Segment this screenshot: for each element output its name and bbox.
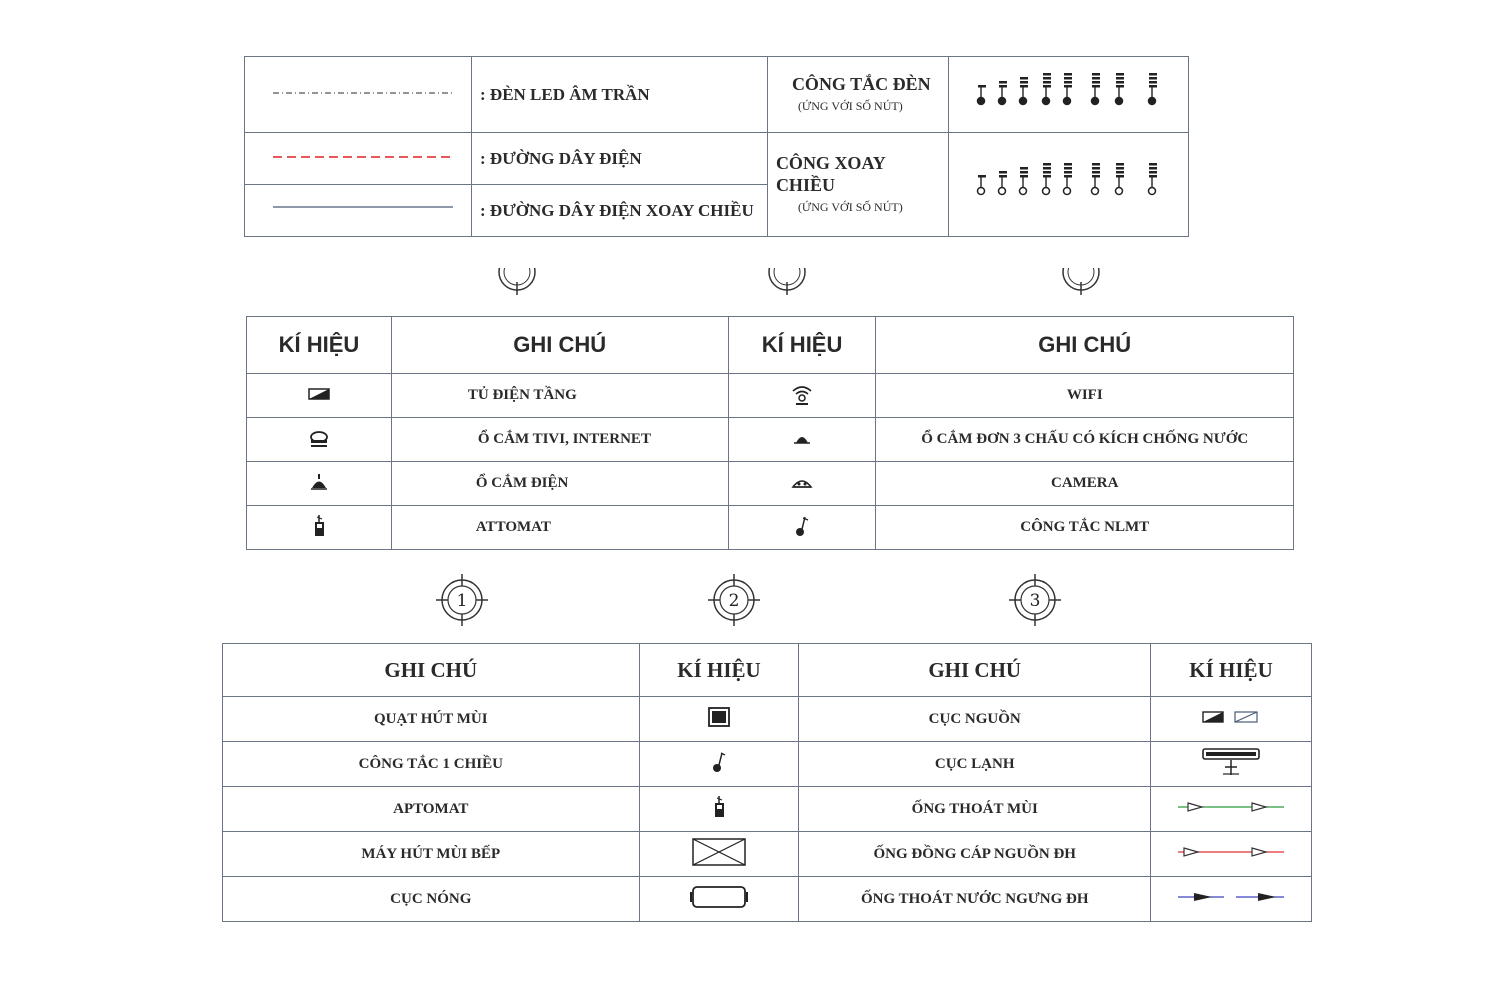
symbol-cell <box>1151 742 1312 787</box>
column-header: GHI CHÚ <box>391 317 728 374</box>
note-cell: CỤC NÓNG <box>223 877 640 922</box>
column-header: KÍ HIỆU <box>247 317 392 374</box>
axis-marker-3-icon <box>1009 574 1061 626</box>
switch-symbol-icon <box>1148 163 1157 195</box>
switch-symbols-icon <box>949 57 1188 127</box>
switch-symbol-icon <box>1063 73 1072 105</box>
note-cell: ATTOMAT <box>391 506 728 550</box>
switch-symbol-icon <box>998 81 1007 105</box>
axis-marker-label: 3 <box>1029 591 1041 611</box>
axis-marker-label: 1 <box>456 591 468 611</box>
axis-marker-row-top <box>360 250 1160 300</box>
symbol-cell <box>1151 877 1312 922</box>
table-row <box>223 787 1312 832</box>
table-row <box>247 506 1294 550</box>
legend-line-cell <box>245 185 472 237</box>
symbol-cell <box>1151 832 1312 877</box>
one-way-switch-icon <box>711 750 727 774</box>
symbol-table-1 <box>246 316 1294 550</box>
axis-marker-1-icon <box>436 574 488 626</box>
switch-symbol-icon <box>1019 77 1028 105</box>
symbol-cell <box>728 418 876 462</box>
note-cell: CAMERA <box>876 462 1294 506</box>
note-cell: CỤC LẠNH <box>799 742 1151 787</box>
switch-symbol-icon <box>1115 73 1124 105</box>
breaker-icon <box>712 795 726 819</box>
table-row <box>223 877 1312 922</box>
note-cell: WIFI <box>876 374 1294 418</box>
note-cell: TỦ ĐIỆN TẦNG <box>391 374 728 418</box>
note-cell: Ổ CẮM ĐƠN 3 CHẤU CÓ KÍCH CHỐNG NƯỚC <box>876 418 1294 462</box>
tv-outlet-icon <box>307 427 331 449</box>
switch-symbol-icon <box>1042 73 1051 105</box>
table-row <box>223 697 1312 742</box>
switch-subtitle: (ỨNG VỚI SỐ NÚT) <box>797 98 903 113</box>
breaker-icon <box>312 514 326 538</box>
switch-symbols-cell <box>948 57 1188 133</box>
symbol-cell <box>1151 697 1312 742</box>
switch-symbol-icon <box>1091 163 1100 195</box>
table-row <box>247 418 1294 462</box>
symbol-cell <box>639 787 799 832</box>
symbol-table-2 <box>222 643 1312 922</box>
odor-pipe-icon <box>1176 800 1286 814</box>
legend-line-cell <box>245 133 472 185</box>
axis-marker-2-icon <box>708 574 760 626</box>
symbol-cell <box>247 418 392 462</box>
note-cell: Ổ CẮM ĐIỆN <box>391 462 728 506</box>
floor-panel-icon <box>307 387 331 401</box>
symbol-cell <box>728 506 876 550</box>
switch-symbol-icon <box>1063 163 1072 195</box>
switch-symbol-icon <box>1019 167 1028 195</box>
line-legend-table <box>244 56 1189 237</box>
switch-title: CÔNG TẮC ĐÈN <box>791 73 931 94</box>
two-way-switch-symbols-icon <box>949 147 1188 217</box>
symbol-cell <box>639 832 799 877</box>
table-row <box>247 374 1294 418</box>
column-header: GHI CHÚ <box>876 317 1294 374</box>
switch-symbol-icon <box>1091 73 1100 105</box>
note-cell: Ổ CẮM TIVI, INTERNET <box>391 418 728 462</box>
symbol-cell <box>247 374 392 418</box>
solid-line-icon <box>245 185 471 231</box>
note-cell: ỐNG THOÁT MÙI <box>799 787 1151 832</box>
note-cell: ỐNG THOÁT NƯỚC NGƯNG ĐH <box>799 877 1151 922</box>
symbol-cell <box>639 877 799 922</box>
column-header: GHI CHÚ <box>223 644 640 697</box>
power-outlet-icon <box>309 473 329 491</box>
power-unit-icon <box>1201 709 1261 725</box>
solar-switch-icon <box>794 514 810 538</box>
dash-dot-line-icon <box>245 69 471 115</box>
legend-line-cell <box>245 57 472 133</box>
symbol-cell <box>1151 787 1312 832</box>
symbol-cell <box>728 374 876 418</box>
camera-icon <box>791 475 813 489</box>
column-header: GHI CHÚ <box>799 644 1151 697</box>
outdoor-ac-icon <box>689 884 749 910</box>
note-cell: MÁY HÚT MÙI BẾP <box>223 832 640 877</box>
note-cell: CÔNG TẮC NLMT <box>876 506 1294 550</box>
switch-symbol-icon <box>977 175 986 195</box>
copper-pipe-icon <box>1176 845 1286 859</box>
symbol-cell <box>728 462 876 506</box>
dashed-red-line-icon <box>245 133 471 179</box>
range-hood-icon <box>691 837 747 867</box>
table-row <box>247 462 1294 506</box>
legend-label: : ĐƯỜNG DÂY ĐIỆN <box>472 133 768 185</box>
note-cell: CÔNG TẮC 1 CHIỀU <box>223 742 640 787</box>
switch-legend-title-cell <box>767 57 948 133</box>
note-cell: ỐNG ĐỒNG CÁP NGUỒN ĐH <box>799 832 1151 877</box>
waterproof-outlet-icon <box>792 431 812 445</box>
column-header: KÍ HIỆU <box>639 644 799 697</box>
table-row <box>223 742 1312 787</box>
condensate-pipe-icon <box>1176 890 1286 904</box>
switch-title: CÔNG XOAY CHIỀU <box>775 152 886 195</box>
axis-marker-label: 2 <box>728 591 740 611</box>
wifi-icon <box>790 382 814 406</box>
note-cell: QUẠT HÚT MÙI <box>223 697 640 742</box>
symbol-cell <box>639 742 799 787</box>
legend-label: : ĐÈN LED ÂM TRẦN <box>472 57 768 133</box>
switch-symbol-icon <box>1115 163 1124 195</box>
indoor-ac-icon <box>1201 747 1261 777</box>
switch-symbols-cell <box>948 133 1188 237</box>
switch-symbol-icon <box>977 85 986 105</box>
switch-subtitle: (ỨNG VỚI SỐ NÚT) <box>797 199 903 214</box>
exhaust-fan-icon <box>707 706 731 728</box>
switch-symbol-icon <box>1148 73 1157 105</box>
symbol-cell <box>639 697 799 742</box>
legend-label: : ĐƯỜNG DÂY ĐIỆN XOAY CHIỀU <box>472 185 768 237</box>
column-header: KÍ HIỆU <box>1151 644 1312 697</box>
note-cell: CỤC NGUỒN <box>799 697 1151 742</box>
switch-symbol-icon <box>1042 163 1051 195</box>
axis-marker-row-mid <box>430 570 1080 630</box>
switch-symbol-icon <box>998 171 1007 195</box>
symbol-cell <box>247 462 392 506</box>
symbol-cell <box>247 506 392 550</box>
switch-legend-title-cell <box>767 133 948 237</box>
table-row <box>223 832 1312 877</box>
column-header: KÍ HIỆU <box>728 317 876 374</box>
note-cell: APTOMAT <box>223 787 640 832</box>
